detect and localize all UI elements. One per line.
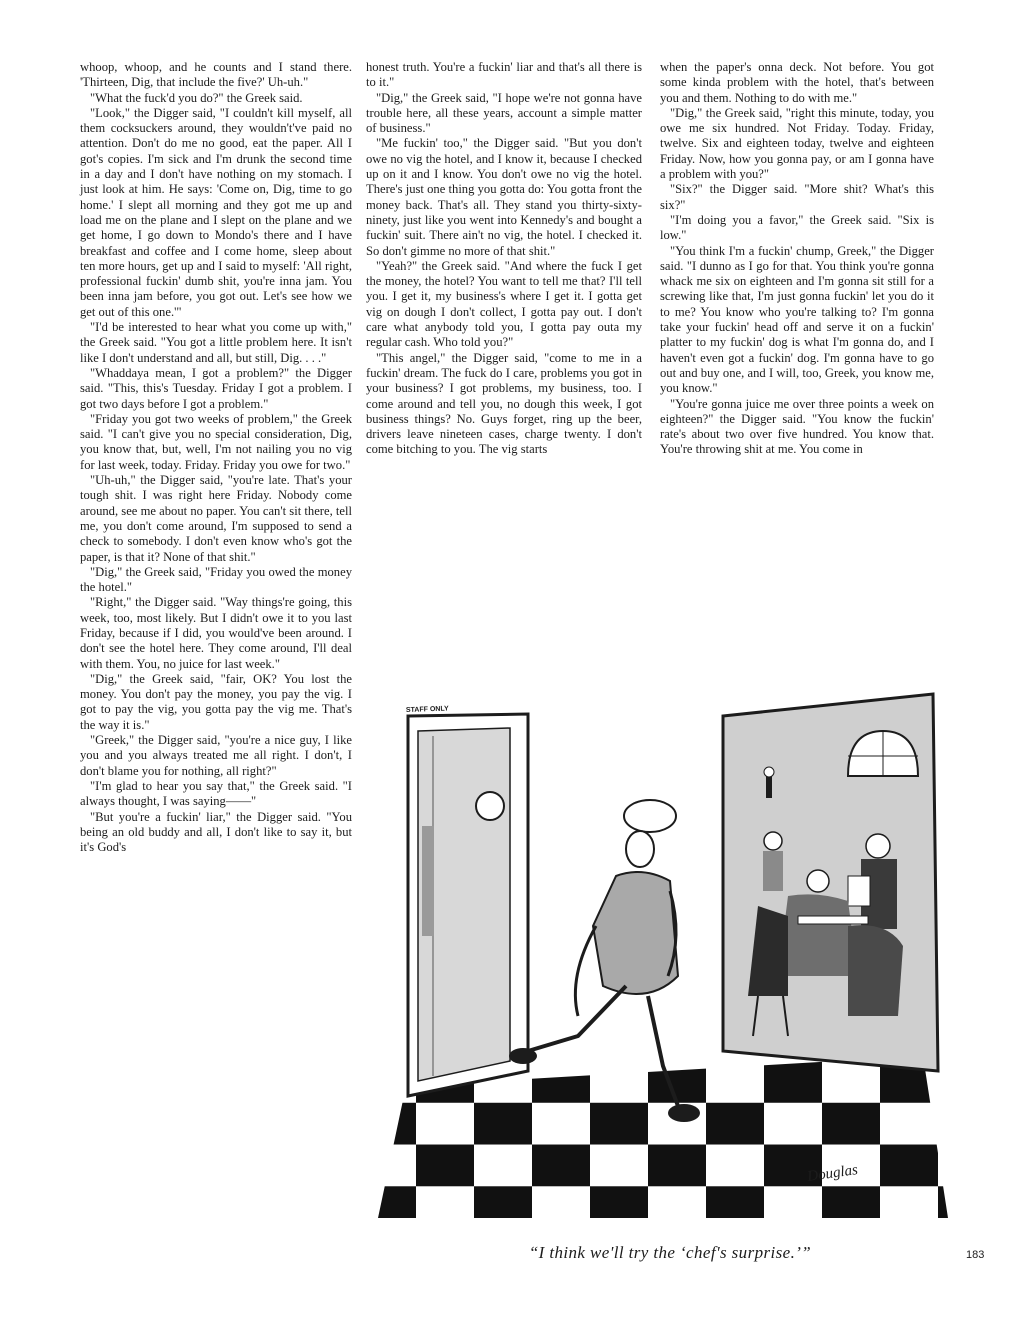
paragraph: "You're gonna juice me over three points a week on eighteen?" the Digger said. "You know the fuckin' rate's about two over five hundred. You know that. You're throwing shit at me. You come in (660, 396, 934, 457)
dining-room-doorway (723, 694, 938, 1071)
paragraph: "Dig," the Greek said, "fair, OK? You lost the money. You don't pay the money, you pay the vig. I got to pay the vig, you gotta pay the vig me. That's the way it is." (80, 671, 352, 732)
text-column-2 (366, 60, 642, 458)
floor-tile (880, 1145, 938, 1187)
floor-tile (822, 1186, 880, 1218)
text-column-1 (80, 60, 352, 855)
paragraph: "Greek," the Digger said, "you're a nice guy, I like you and you always treated me all right. I don't, I don't blame you for nothing, all right?" (80, 733, 352, 778)
paragraph: "Friday you got two weeks of problem," the Greek said. "I can't give you no special consideration, Dig, you know that, but, well, I'm not nailing you no vig for last week, today. Friday. Friday you owe for two." (80, 411, 352, 472)
floor-tile (590, 1103, 648, 1145)
paragraph: when the paper's onna deck. Not before. You got some kinda problem with the hotel, that's between you and them. Nothing to do with me." (660, 60, 934, 105)
paragraph: "Uh-uh," the Digger said, "you're late. That's your tough shit. I was right here Friday. Nobody come around, see me about no paper. You can't sit there, tell me, you don't come around, I'm supposed to send a check to somebody. I don't even know who's got the paper, is that it? None of that shit." (80, 473, 352, 564)
paragraph: whoop, whoop, and he counts and I stand there. 'Thirteen, Dig, that include the five?' Uh-uh." (80, 60, 352, 90)
paragraph: "What the fuck'd you do?" the Greek said. (90, 90, 303, 105)
paragraph: "Yeah?" the Greek said. "And where the fuck I get the money, the hotel? You want to tell me that? I'll tell you. I get it, my business's where I get it. I gotta get vig on dough I don't collect, I gotta pay out. I don't care what anybody told you, I gotta pay outa my regular cash. Who told you?" (366, 258, 642, 350)
paragraph: "You think I'm a fuckin' chump, Greek," the Digger said. "I dunno as I go for that. You think you're gonna whack me six on eighteen and I'm gonna sit still for a screwing like that, I'm just gonna fuckin' let you do it to me? You know who you're talking to? I'm gonna take your fuckin' head off and serve it on a fuckin' platter to my fuckin' dog is what I'm gonna do, and I haven't even got a fuckin' dog. I'm gonna have to go out and buy one, and I will, too, Greek, you know me, you know." (660, 243, 934, 396)
paragraph: honest truth. You're a fuckin' liar and that's all there is to it." (366, 60, 642, 90)
paragraph: "This angel," the Digger said, "come to me in a fuckin' dream. The fuck do I care, problems you got in your business? I got problems, my business, too. I come around and tell you, no dough this week, I got business things? No. Guys forget, ring up the beer, drivers leave nineteen cases, charge twenty. I don't come bitching to you. The vig starts (366, 350, 642, 457)
paragraph: "Dig," the Greek said, "I hope we're not gonna have trouble here, all these years, account a simple matter of business." (366, 90, 642, 136)
floor-tile (532, 1145, 590, 1187)
cartoon-caption: “I think we'll try the ‘chef's surprise.’” (528, 1243, 812, 1262)
paragraph: "Me fuckin' too," the Digger said. "But you don't owe no vig the hotel, and I know it, because I checked up on it and I know. You don't owe no vig the hotel. There's just one thing you gotta do: You gotta front the money back. That's all. They stand you thirty-sixty-ninety, just like you went into Kennedy's and bought a fuckin' suit. There ain't no vig, the hotel. I checked it. So don't gimme no more of that shit." (366, 136, 642, 258)
floor-tile (822, 1103, 880, 1145)
floor-tile (474, 1103, 532, 1145)
floor-tile (416, 1145, 474, 1187)
floor-tile (764, 1061, 822, 1103)
paragraph: "Whaddaya mean, I got a problem?" the Digger said. "This, this's Tuesday. Friday I got a problem. I got two days before I got a problem." (80, 365, 352, 411)
paragraph: "Dig," the Greek said, "Friday you owed the money the hotel." (80, 564, 352, 595)
floor-tile (706, 1186, 764, 1218)
floor-tile (590, 1186, 648, 1218)
floor-tile (474, 1186, 532, 1218)
paragraph: "Look," the Digger said, "I couldn't kill myself, all them cocksuckers around, they wouldn't've paid no attention. Don't do me no good, eat the paper. All I got's copies. I'm sick and I'm drunk the second time in a day and I don't have nothing on my stomach. I just look at him. He says: 'Come on, Dig, time to go home.' I slept all morning and they got me up and load me on the plane and I slept on the plane and we get home, I go down to Mondo's there and I have breakfast and coffee and I come home, sleep about ten more hours, get up and I said to myself: 'All right, professional fuckin' dumb shit, you're inna jam. You been inna jam before, you got out. Let's see how we get out of this one.'" (80, 105, 352, 319)
staff-only-sign: STAFF ONLY (405, 705, 449, 714)
paragraph: "Six?" the Digger said. "More shit? What's this six?" (660, 182, 934, 212)
kitchen-door (406, 705, 528, 1096)
paragraph: "Right," the Digger said. "Way things're going, this week, too, most likely. But I didn't owe it to you last Friday, because if I did, you would've been around. I don't see the hotel here. They come around, I'll deal with them. You, no juice for last week." (80, 595, 352, 671)
paragraph: "But you're a fuckin' liar," the Digger said. "You being an old buddy and all, I don't like to say it, but it's God's (80, 809, 352, 855)
floor-tile (706, 1103, 764, 1145)
paragraph: "I'm doing you a favor," the Greek said. "Six is low." (660, 212, 934, 243)
page-number: 183 (966, 1249, 985, 1261)
paragraph: "I'd be interested to hear what you come up with," the Greek said. "You got a little problem here. It isn't like I don't understand and all, but still, Dig. . . ." (80, 320, 352, 365)
paragraph: "Dig," the Greek said, "right this minute, today, you owe me six hundred. Not Friday. Today. Friday, twelve. Six and eighteen today, twelve and eighteen Friday. Now, how you gonna pay, or am I gonna have a problem with you?" (660, 105, 934, 182)
artist-signature: Douglas (806, 1162, 859, 1185)
text-column-3 (660, 60, 934, 458)
cartoon-illustration (378, 676, 948, 1218)
floor-tile (648, 1145, 706, 1187)
paragraph: "I'm glad to hear you say that," the Greek said. "I always thought, I was saying——" (80, 778, 352, 809)
